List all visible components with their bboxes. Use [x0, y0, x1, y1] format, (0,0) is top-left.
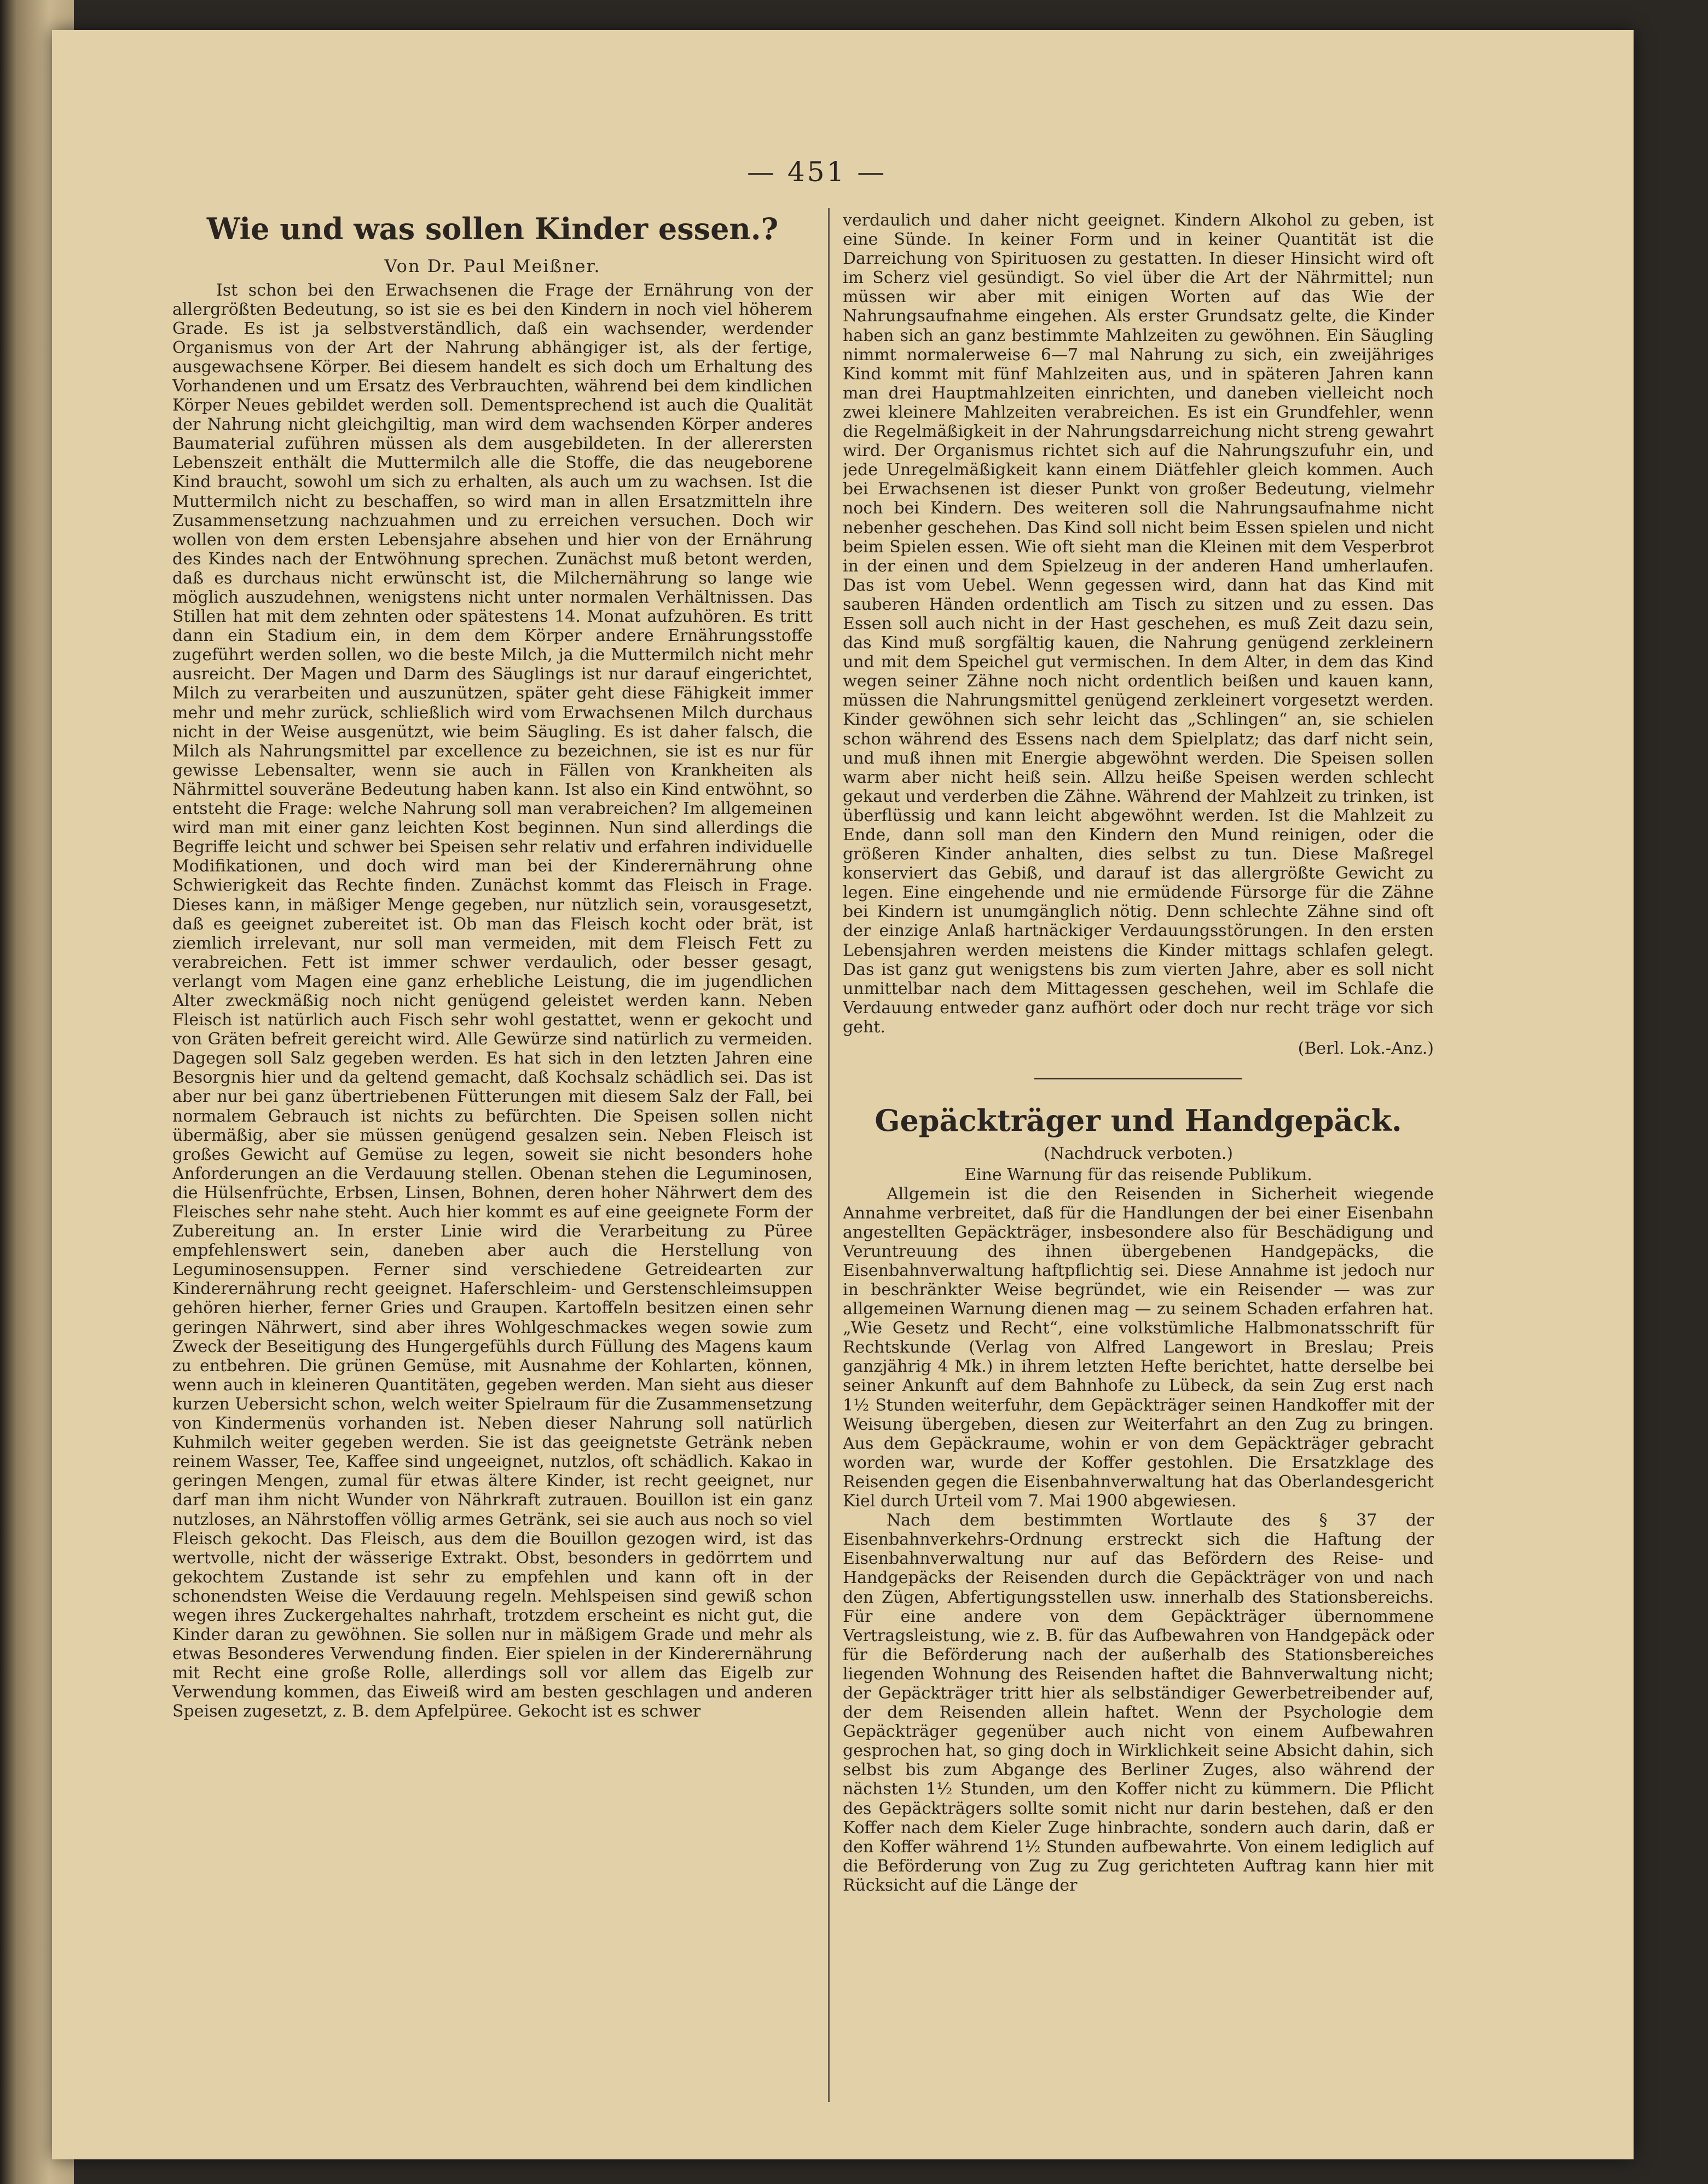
second-article-title: Gepäckträger und Handgepäck. [875, 1103, 1402, 1139]
second-article-body: Allgemein ist die den Reisenden in Sicherheit wiegende Annahme verbreitet, daß für die Handlungen der bei einer Eisenbahn angestellten Gepäckträger, insbesondere also für Beschädigung und Veruntreuung des ihnen übergebenen Handgepäcks, die Eisenbahnverwaltung haftpflichtig sei. Diese Annahme ist jedoch nur in beschränkter Weise begründet, wie ein Reisender — was zur allgemeinen Warnung dienen mag — zu seinem Schaden erfahren hat. „Wie Gesetz und Recht“, eine volkstümliche Halbmonatsschrift für Rechtskunde (Verlag von Alfred Langewort in Breslau; Preis ganzjährig 4 Mk.) in ihrem letzten Hefte berichtet, hatte derselbe bei seiner Ankunft auf dem Bahnhofe zu Lübeck, da sein Zug erst nach 1½ Stunden weiterfuhr, dem Gepäckträger seinen Handkoffer mit der Weisung übergeben, diesen zur Weiterfahrt an den Zug zu bringen. Aus dem Gepäckraume, wohin er von dem Gepäckträger gebracht worden war, wurde der Koffer gestohlen. Die Ersatzklage des Reisenden gegen die Eisenbahnverwaltung hat das Oberlandesgericht Kiel durch Urteil vom 7. Mai 1900 abgewiesen. [843, 1184, 1434, 1511]
article-body-right: verdaulich und daher nicht geeignet. Kindern Alkohol zu geben, ist eine Sünde. In keiner Form und in keiner Quantität ist die Darreichung von Spirituosen zu gestatten. In dieser Hinsicht wird oft im Scherz viel gesündigt. So viel über die Art der Nährmittel; nun müssen wir aber mit einigen Worten auf das Wie der Nahrungsaufnahme eingehen. Als erster Grundsatz gelte, die Kinder haben sich an ganz bestimmte Mahlzeiten zu gewöhnen. Ein Säugling nimmt normalerweise 6—7 mal Nahrung zu sich, ein zweijähriges Kind kommt mit fünf Mahlzeiten aus, und in späteren Jahren kann man drei Hauptmahlzeiten einrichten, und daneben vielleicht noch zwei kleinere Mahlzeiten verabreichen. Es ist ein Grundfehler, wenn die Regelmäßigkeit in der Nahrungsdarreichung nicht streng gewahrt wird. Der Organismus richtet sich auf die Nahrungszufuhr ein, und jede Unregelmäßigkeit kann einem Diätfehler gleich kommen. Auch bei Erwachsenen ist dieser Punkt von großer Bedeutung, vielmehr noch bei Kindern. Des weiteren soll die Nahrungsaufnahme nicht nebenher geschehen. Das Kind soll nicht beim Essen spielen und nicht beim Spielen essen. Wie oft sieht man die Kleinen mit dem Vesperbrot in der einen und dem Spielzeug in der anderen Hand umherlaufen. Das ist vom Uebel. Wenn gegessen wird, dann hat das Kind mit sauberen Händen ordentlich am Tisch zu sitzen und zu essen. Das Essen soll auch nicht in der Hast geschehen, es muß Zeit dazu sein, das Kind muß sorgfältig kauen, die Nahrung genügend zerkleinern und mit dem Speichel gut vermischen. In dem Alter, in dem das Kind wegen seiner Zähne noch nicht ordentlich beißen und kauen kann, müssen die Nahrungsmittel genügend zerkleinert vorgesetzt werden. Kinder gewöhnen sich sehr leicht das „Schlingen“ an, sie schielen schon während des Essens nach dem Spielplatz; das darf nicht sein, und muß ihnen mit Energie abgewöhnt werden. Die Speisen sollen warm aber nicht heiß sein. Allzu heiße Speisen werden schlecht gekaut und verderben die Zähne. Während der Mahlzeit zu trinken, ist überflüssig und kann leicht abgewöhnt werden. Ist die Mahlzeit zu Ende, dann soll man den Kindern den Mund reinigen, oder die größeren Kinder anhalten, dies selbst zu tun. Diese Maßregel konserviert das Gebiß, und darauf ist das allergrößte Gewicht zu legen. Eine eingehende und nie ermüdende Fürsorge für die Zähne bei Kindern ist unumgänglich nötig. Denn schlechte Zähne sind oft der einzige Anlaß hartnäckiger Verdauungsstörungen. In den ersten Lebensjahren werden meistens die Kinder mittags schlafen gelegt. Das ist ganz gut wenigstens bis zum vierten Jahre, aber es soll nicht unmittelbar nach dem Mittagessen geschehen, weil im Schlafe die Verdauung entweder ganz aufhört oder doch nur recht träge vor sich geht. [843, 211, 1434, 1037]
second-article-subtitle: Eine Warnung für das reisende Publikum. [964, 1165, 1312, 1185]
right-column [843, 211, 1434, 2099]
second-article-body-2: Nach dem bestimmten Wortlaute des § 37 der Eisenbahnverkehrs-Ordnung erstreckt sich die Haftung der Eisenbahnverwaltung nur auf das Befördern des Reise- und Handgepäcks der Reisenden durch die Gepäckträger von und nach den Zügen, Abfertigungsstellen usw. innerhalb des Stationsbereichs. Für eine andere von dem Gepäckträger übernommene Vertragsleistung, wie z. B. für das Aufbewahren von Handgepäck oder für die Beförderung nach der außerhalb des Stationsbereiches liegenden Wohnung des Reisenden haftet die Bahnverwaltung nicht; der Gepäckträger tritt hier als selbständiger Gewerbetreibender auf, der dem Reisenden allein haftet. Wenn der Psychologie dem Gepäckträger gegenüber auch nicht von einem Aufbewahren gesprochen hat, so ging doch in Wirklichkeit seine Absicht dahin, sich selbst bis zum Abgange des Berliner Zuges, also während der nächsten 1½ Stunden, um den Koffer nicht zu kümmern. Die Pflicht des Gepäckträgers sollte somit nicht nur darin bestehen, daß er den Koffer nach dem Kieler Zuge hinbrachte, sondern auch darin, daß er den Koffer während 1½ Stunden aufbewahrte. Von einem lediglich auf die Beförderung von Zug zu Zug gerichteten Auftrag kann hier mit Rücksicht auf die Länge der [843, 1511, 1434, 1895]
article-byline: Von Dr. Paul Meißner. [384, 255, 601, 276]
left-column [172, 211, 813, 2105]
section-rule [1034, 1078, 1242, 1079]
page-number: — 451 — [747, 156, 887, 188]
article-source: (Berl. Lok.-Anz.) [1298, 1039, 1434, 1059]
article-title: Wie und was sollen Kinder essen.? [206, 211, 779, 246]
column-divider [828, 208, 830, 2102]
article-body-left: Ist schon bei den Erwachsenen die Frage der Ernährung von der allergrößten Bedeutung, so ist sie es bei den Kindern in noch viel höherem Grade. Es ist ja selbstverständlich, daß ein wachsender, werdender Organismus von der Art der Nahrung abhängiger ist, als der fertige, ausgewachsene Körper. Bei diesem handelt es sich doch um Erhaltung des Vorhandenen und um Ersatz des Verbrauchten, während bei dem kindlichen Körper Neues gebildet werden soll. Dementsprechend ist auch die Qualität der Nahrung nicht gleichgiltig, man wird dem wachsenden Körper anderes Baumaterial zuführen müssen als dem ausgebildeten. In der allerersten Lebenszeit enthält die Muttermilch alle die Stoffe, die das neugeborene Kind braucht, sowohl um sich zu erhalten, als auch um zu wachsen. Ist die Muttermilch nicht zu beschaffen, so wird man in allen Ersatzmitteln ihre Zusammensetzung nachzuahmen und zu erreichen versuchen. Doch wir wollen von dem ersten Lebensjahre absehen und hier von der Ernährung des Kindes nach der Entwöhnung sprechen. Zunächst muß betont werden, daß es durchaus nicht erwünscht ist, die Milchernährung so lange wie möglich auszudehnen, wenigstens nicht unter normalen Verhältnissen. Das Stillen hat mit dem zehnten oder spätestens 14. Monat aufzuhören. Es tritt dann ein Stadium ein, in dem dem Körper andere Ernährungsstoffe zugeführt werden sollen, wo die beste Milch, ja die Muttermilch nicht mehr ausreicht. Der Magen und Darm des Säuglings ist nur darauf eingerichtet, Milch zu verarbeiten und auszunützen, später geht diese Fähigkeit immer mehr und mehr zurück, schließlich wird vom Erwachsenen Milch durchaus nicht in der Weise ausgenützt, wie beim Säugling. Es ist daher falsch, die Milch als Nahrungsmittel par excellence zu bezeichnen, sie ist es nur für gewisse Lebensalter, wenn sie auch in Fällen von Krankheiten als Nährmittel souveräne Bedeutung haben kann. Ist also ein Kind entwöhnt, so entsteht die Frage: welche Nahrung soll man verabreichen? Im allgemeinen wird man mit einer ganz leichten Kost beginnen. Nun sind allerdings die Begriffe leicht und schwer bei Speisen sehr relativ und erfahren individuelle Modifikationen, und doch wird man bei der Kinderernährung ohne Schwierigkeit das Rechte finden. Zunächst kommt das Fleisch in Frage. Dieses kann, in mäßiger Menge gegeben, nur nützlich sein, vorausgesetzt, daß es geeignet zubereitet ist. Ob man das Fleisch kocht oder brät, ist ziemlich irrelevant, nur soll man vermeiden, mit dem Fleisch Fett zu verabreichen. Fett ist immer schwer verdaulich, oder besser gesagt, verlangt vom Magen eine ganz erhebliche Leistung, die im jugendlichen Alter zweckmäßig noch nicht genügend geleistet werden kann. Neben Fleisch ist natürlich auch Fisch sehr wohl gestattet, wenn er gekocht und von Gräten befreit gereicht wird. Alle Gewürze sind natürlich zu vermeiden. Dagegen soll Salz gegeben werden. Es hat sich in den letzten Jahren eine Besorgnis hier und da geltend gemacht, daß Kochsalz schädlich sei. Das ist aber nur bei ganz übertriebenen Fütterungen mit diesem Salz der Fall, bei normalem Gebrauch ist nichts zu befürchten. Die Speisen sollen nicht übermäßig, aber sie müssen genügend gesalzen sein. Neben Fleisch ist großes Gewicht auf Gemüse zu legen, soweit sie nicht besonders hohe Anforderungen an die Verdauung stellen. Obenan stehen die Leguminosen, die Hülsenfrüchte, Erbsen, Linsen, Bohnen, deren hoher Nährwert dem des Fleisches sehr nahe steht. Auch hier kommt es auf eine geeignete Form der Zubereitung an. In erster Linie wird die Verarbeitung zu Püree empfehlenswert sein, daneben aber auch die Herstellung von Leguminosensuppen. Ferner sind verschiedene Getreidearten zur Kinderernährung recht geeignet. Haferschleim- und Gerstenschleimsuppen gehören hierher, ferner Gries und Graupen. Kartoffeln besitzen einen sehr geringen Nährwert, sind aber ihres Wohlgeschmackes wegen sowie zum Zweck der Beseitigung des Hungergefühls durch Füllung des Magens kaum zu entbehren. Die grünen Gemüse, mit Ausnahme der Kohlarten, können, wenn auch in kleineren Quantitäten, gegeben werden. Man sieht aus dieser kurzen Uebersicht schon, welch weiter Spielraum für die Zusammensetzung von Kindermenüs vorhanden ist. Neben dieser Nahrung soll natürlich Kuhmilch weiter gegeben werden. Sie ist das geeignetste Getränk neben reinem Wasser, Tee, Kaffee sind ungeeignet, nutzlos, oft schädlich. Kakao in geringen Mengen, zumal für etwas ältere Kinder, ist recht geeignet, nur darf man ihm nicht Wunder von Nährkraft zutrauen. Bouillon ist ein ganz nutzloses, an Nährstoffen völlig armes Getränk, sei sie auch aus noch so viel Fleisch gekocht. Das Fleisch, aus dem die Bouillon gezogen wird, ist das wertvolle, nicht der wässerige Extrakt. Obst, besonders in gedörrtem und gekochtem Zustande ist sehr zu empfehlen und kann oft in der schonendsten Weise die Verdauung regeln. Mehlspeisen sind gewiß schon wegen ihres Zuckergehaltes nahrhaft, trotzdem erscheint es nicht gut, die Kinder daran zu gewöhnen. Sie sollen nur in mäßigem Grade und mehr als etwas Besonderes Verwendung finden. Eier spielen in der Kinderernährung mit Recht eine große Rolle, allerdings soll vor allem das Eigelb zur Verwendung kommen, das Eiweiß wird am besten geschlagen und anderen Speisen zugesetzt, z. B. dem Apfelpüree. Gekocht ist es schwer [172, 280, 813, 1721]
reprint-notice: (Nachdruck verboten.) [1043, 1143, 1234, 1163]
